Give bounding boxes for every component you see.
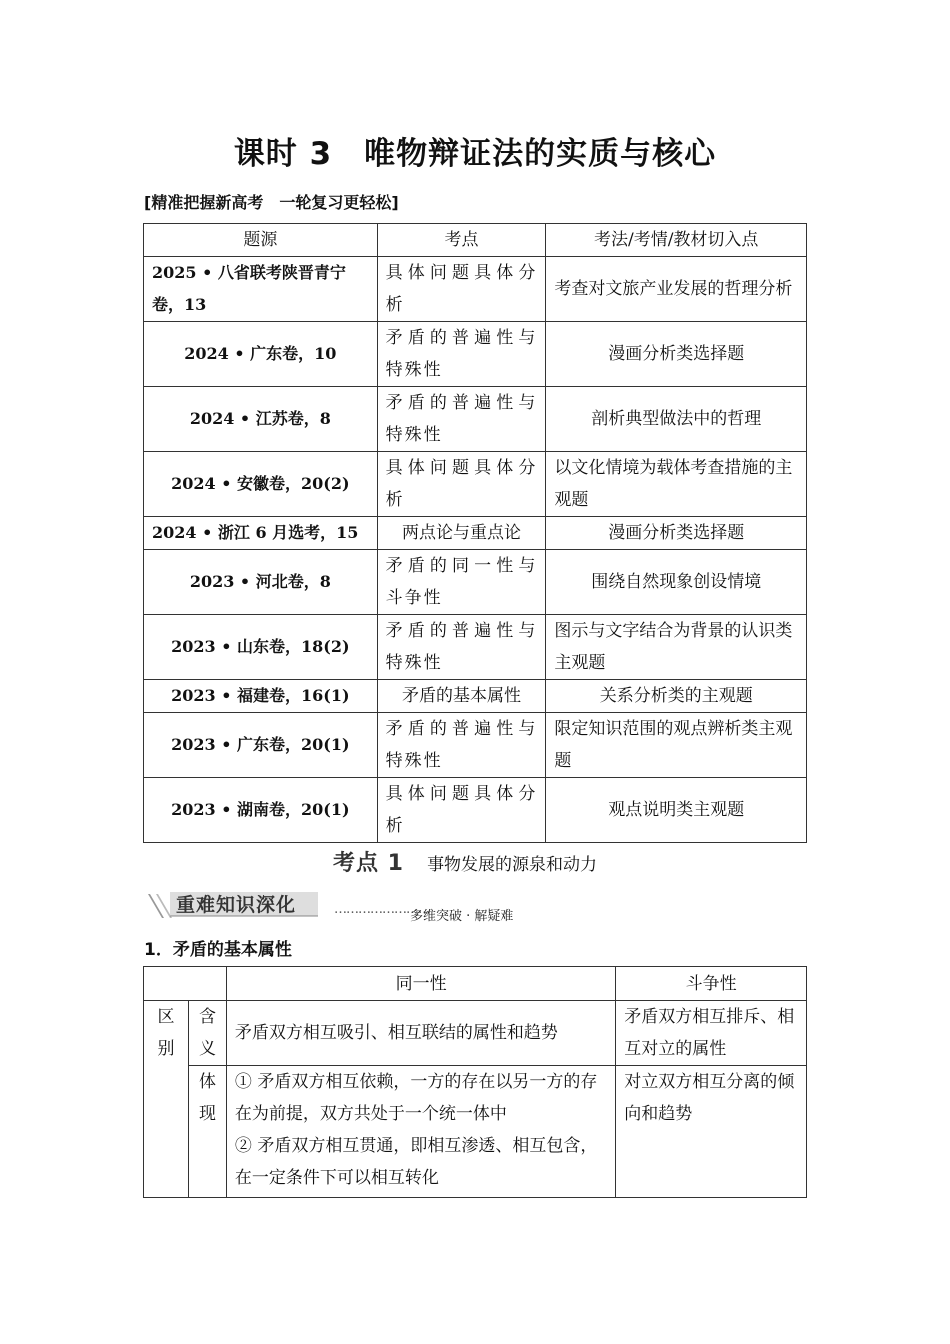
- table-row: [144, 452, 807, 517]
- table-row: [144, 387, 807, 452]
- table-header-row: [144, 967, 807, 1001]
- point-cell: 具体问题具体分析: [377, 778, 546, 843]
- source-cell: 2024 • 江苏卷，8: [144, 387, 378, 452]
- source-cell: 2023 • 河北卷，8: [144, 550, 378, 615]
- method-cell: 限定知识范围的观点辨析类主观题: [546, 713, 807, 778]
- section-heading: 1．矛盾的基本属性: [144, 940, 292, 960]
- table-header-row: [144, 224, 807, 257]
- method-cell: 图示与文字结合为背景的认识类主观题: [546, 615, 807, 680]
- point-cell: 矛盾的普遍性与特殊性: [377, 322, 546, 387]
- source-cell: 2023 • 山东卷，18(2): [144, 615, 378, 680]
- identity-meaning-cell: 矛盾双方相互吸引、相互联结的属性和趋势: [226, 1001, 615, 1066]
- table-row: [144, 1066, 807, 1198]
- point-cell: 矛盾的普遍性与特殊性: [377, 615, 546, 680]
- banner-title: 重难知识深化: [176, 894, 297, 916]
- identity-point-2: ② 矛盾双方相互贯通，即相互渗透、相互包含，在一定条件下可以相互转化: [234, 1136, 598, 1188]
- source-cell: 2023 • 湖南卷，20(1): [144, 778, 378, 843]
- empty-corner-cell: [144, 967, 227, 1001]
- source-cell: 2024 • 浙江 6 月选考，15: [144, 517, 378, 550]
- source-cell: 2024 • 广东卷，10: [144, 322, 378, 387]
- struggle-manifestation-cell: 对立双方相互分离的倾向和趋势: [616, 1066, 807, 1198]
- banner-subtitle: 多维突破 · 解疑难: [410, 909, 514, 924]
- method-cell: 关系分析类的主观题: [546, 680, 807, 713]
- row-label-char: 义: [198, 1039, 216, 1059]
- table-row: [144, 680, 807, 713]
- contradiction-attributes-table: [143, 966, 807, 1198]
- header-source: 题源: [144, 224, 378, 257]
- point-cell: 具体问题具体分析: [377, 257, 546, 322]
- struggle-meaning-cell: 矛盾双方相互排斥、相互对立的属性: [616, 1001, 807, 1066]
- method-cell: 考查对文旅产业发展的哲理分析: [546, 257, 807, 322]
- kaodian-heading: [333, 846, 597, 877]
- table-row: [144, 550, 807, 615]
- point-cell: 矛盾的同一性与斗争性: [377, 550, 546, 615]
- row-label-char: 体: [198, 1072, 216, 1092]
- group-label-char: 别: [157, 1039, 175, 1059]
- group-label-char: 区: [157, 1007, 175, 1027]
- kaodian-label: 考点 1: [333, 851, 404, 876]
- banner-dots: ……………………: [334, 902, 430, 917]
- row-label-char: 含: [198, 1007, 216, 1027]
- source-cell: 2025 • 八省联考陕晋青宁卷，13: [144, 257, 378, 322]
- page-title: 课时 3 唯物辩证法的实质与核心: [233, 136, 717, 172]
- method-cell: 围绕自然现象创设情境: [546, 550, 807, 615]
- group-label-cell: [144, 1001, 189, 1198]
- header-struggle: 斗争性: [616, 967, 807, 1001]
- point-cell: 矛盾的基本属性: [377, 680, 546, 713]
- row-label-cell: [188, 1066, 226, 1198]
- table-row: [144, 322, 807, 387]
- point-cell: 两点论与重点论: [377, 517, 546, 550]
- method-cell: 漫画分析类选择题: [546, 517, 807, 550]
- header-point: 考点: [377, 224, 546, 257]
- point-cell: 矛盾的普遍性与特殊性: [377, 713, 546, 778]
- point-cell: 具体问题具体分析: [377, 452, 546, 517]
- method-cell: 以文化情境为载体考查措施的主观题: [546, 452, 807, 517]
- method-cell: 观点说明类主观题: [546, 778, 807, 843]
- identity-point-1: ① 矛盾双方相互依赖，一方的存在以另一方的存在为前提，双方共处于一个统一体中: [234, 1072, 598, 1124]
- header-method: 考法/考情/教材切入点: [546, 224, 807, 257]
- table-row: [144, 1001, 807, 1066]
- method-cell: 漫画分析类选择题: [546, 322, 807, 387]
- kaodian-text: 事物发展的源泉和动力: [427, 855, 598, 875]
- method-cell: 剖析典型做法中的哲理: [546, 387, 807, 452]
- row-label-cell: [188, 1001, 226, 1066]
- section-banner: [148, 888, 548, 924]
- table-row: [144, 713, 807, 778]
- table-row: [144, 615, 807, 680]
- table-row: [144, 257, 807, 322]
- table-row: [144, 517, 807, 550]
- subheading: [精准把握新高考 一轮复习更轻松]: [144, 193, 399, 212]
- identity-manifestation-cell: [226, 1066, 615, 1198]
- header-identity: 同一性: [226, 967, 615, 1001]
- point-cell: 矛盾的普遍性与特殊性: [377, 387, 546, 452]
- source-cell: 2024 • 安徽卷，20(2): [144, 452, 378, 517]
- source-cell: 2023 • 福建卷，16(1): [144, 680, 378, 713]
- exam-source-table: [143, 223, 807, 843]
- source-cell: 2023 • 广东卷，20(1): [144, 713, 378, 778]
- table-row: [144, 778, 807, 843]
- row-label-char: 现: [198, 1104, 216, 1124]
